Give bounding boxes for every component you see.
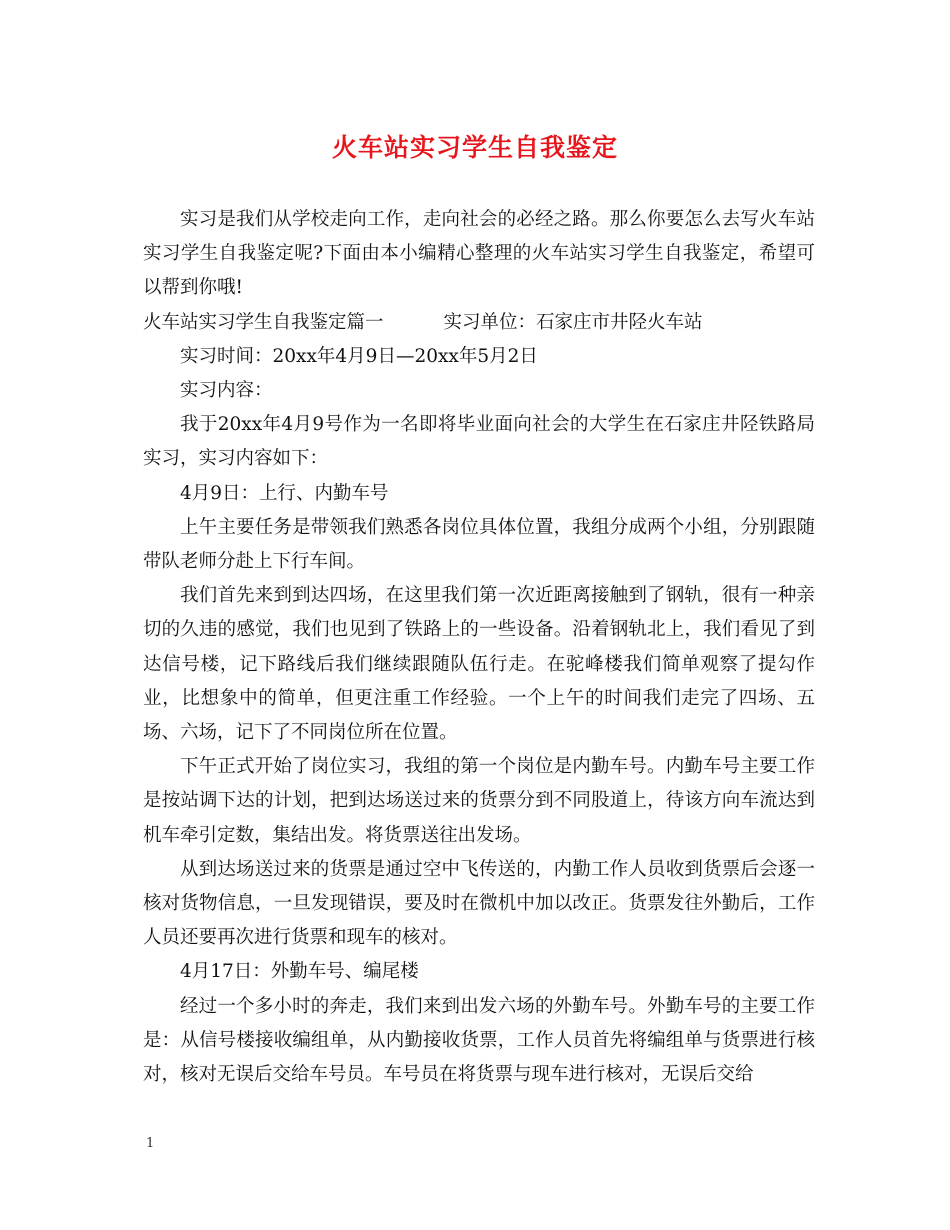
document-body — [143, 203, 815, 1092]
paragraph-1: 我于20xx年4月9号作为一名即将毕业面向社会的大学生在石家庄井陉铁路局实习，实习内容如下： — [143, 414, 815, 470]
section-heading-line — [143, 306, 815, 340]
date-heading-1: 4月9日：上行、内勤车号 — [180, 482, 389, 504]
page-number: 1 — [146, 1136, 155, 1151]
date-heading-2: 4月17日：外勤车号、编尾楼 — [180, 961, 419, 983]
document-title: 火车站实习学生自我鉴定 — [331, 133, 618, 162]
paragraph-2: 上午主要任务是带领我们熟悉各岗位具体位置，我组分成两个小组，分别跟随带队老师分赴上下行车间。 — [143, 516, 815, 573]
internship-time: 实习时间：20xx年4月9日—20xx年5月2日 — [180, 345, 538, 367]
intro-paragraph: 实习是我们从学校走向工作，走向社会的必经之路。那么你要怎么去写火车站实习学生自我鉴定呢?下面由本小编精心整理的火车站实习学生自我鉴定，希望可以帮到你哦! — [143, 209, 815, 299]
paragraph-3: 我们首先来到到达四场，在这里我们第一次近距离接触到了钢轨，很有一种亲切的久违的感觉，我们也见到了铁路上的一些设备。沿着钢轨北上，我们看见了到达信号楼，记下路线后我们继续跟随队伍行走。在驼峰楼我们简单观察了提勾作业，比想象中的简单，但更注重工作经验。一个上午的时间我们走完了四场、五场、六场，记下了不同岗位所在位置。 — [143, 585, 815, 744]
paragraph-4: 下午正式开始了岗位实习，我组的第一个岗位是内勤车号。内勤车号主要工作是按站调下达的计划，把到达场送过来的货票分到不同股道上，待该方向车流达到机车牵引定数，集结出发。将货票送往出发场。 — [143, 756, 815, 846]
section-heading: 火车站实习学生自我鉴定篇一 — [143, 311, 384, 333]
paragraph-6: 经过一个多小时的奔走，我们来到出发六场的外勤车号。外勤车号的主要工作是：从信号楼接收编组单，从内勤接收货票，工作人员首先将编组单与货票进行核对，核对无误后交给车号员。车号员在将货票与现车进行核对，无误后交给 — [143, 995, 815, 1086]
internship-unit: 实习单位：石家庄市井陉火车站 — [443, 311, 703, 333]
paragraph-5: 从到达场送过来的货票是通过空中飞传送的，内勤工作人员收到货票后会逐一核对货物信息，一旦发现错误，要及时在微机中加以改正。货票发往外勤后，工作人员还要再次进行货票和现车的核对。 — [143, 858, 815, 949]
internship-content-label: 实习内容： — [180, 380, 273, 402]
